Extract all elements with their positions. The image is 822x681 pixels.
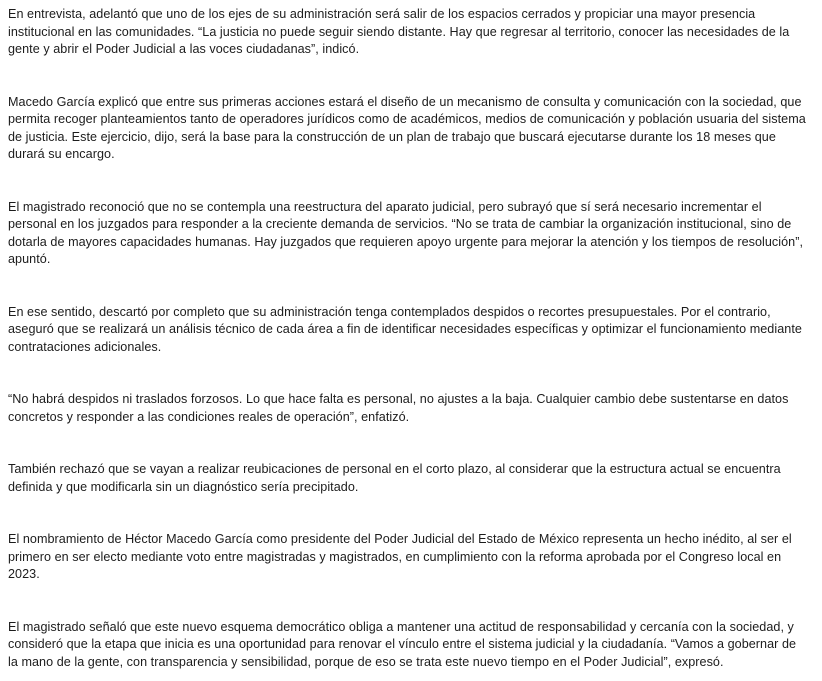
article-paragraph: También rechazó que se vayan a realizar reubicaciones de personal en el corto plazo, al considerar que la estructura actual se encuentra definida y que modificarla sin un diagnóstico sería precipitado. [8, 462, 781, 494]
article-paragraph: En ese sentido, descartó por completo que su administración tenga contemplados despidos o recortes presupuestales. Por el contrario, aseguró que se realizará un análisis técnico de cada área a fin de identificar necesidades específicas y optimizar el funcionamiento mediante contrataciones adicionales. [8, 304, 802, 354]
article-paragraph: El magistrado señaló que este nuevo esquema democrático obliga a mantener una actitud de responsabilidad y cercanía con la sociedad, y consideró que la etapa que inicia es una oportunidad para renovar el vínculo entre el sistema judicial y la ciudadanía. “Vamos a gobernar de la mano de la gente, con transparencia y sensibilidad, porque de eso se trata este nuevo tiempo en el Poder Judicial”, expresó. [8, 619, 797, 669]
article-paragraph: En entrevista, adelantó que uno de los ejes de su administración será salir de los espacios cerrados y propiciar una mayor presencia institucional en las comunidades. “La justicia no puede seguir siendo distante. Hay que regresar al territorio, conocer las necesidades de la gente y abrir el Poder Judicial a las voces ciudadanas”, indicó. [8, 7, 790, 56]
article-paragraph: El magistrado reconoció que no se contempla una reestructura del aparato judicial, pero subrayó que sí será necesario incrementar el personal en los juzgados para responder a la creciente demanda de servicios. “No se trata de cambiar la organización institucional, sino de dotarla de mayores capacidades humanas. Hay juzgados que requieren apoyo urgente para mejorar la atención y los tiempos de resolución”, apuntó. [8, 199, 804, 266]
article-paragraph: Macedo García explicó que entre sus primeras acciones estará el diseño de un mecanismo de consulta y comunicación con la sociedad, que permita recoger planteamientos tanto de operadores jurídicos como de académicos, medios de comunicación y población usuaria del sistema de justicia. Este ejercicio, dijo, será la base para la construcción de un plan de trabajo que buscará ejecutarse durante los 18 meses que durará su encargo. [8, 94, 806, 161]
article-paragraph: El nombramiento de Héctor Macedo García como presidente del Poder Judicial del Estado de México representa un hecho inédito, al ser el primero en ser electo mediante voto entre magistradas y magistrados, en cumplimiento con la reforma aprobada por el Congreso local en 2023. [8, 532, 792, 581]
article-paragraph: “No habrá despidos ni traslados forzosos. Lo que hace falta es personal, no ajustes a la baja. Cualquier cambio debe sustentarse en datos concretos y responder a las condiciones reales de operación”, enfatizó. [8, 392, 789, 424]
